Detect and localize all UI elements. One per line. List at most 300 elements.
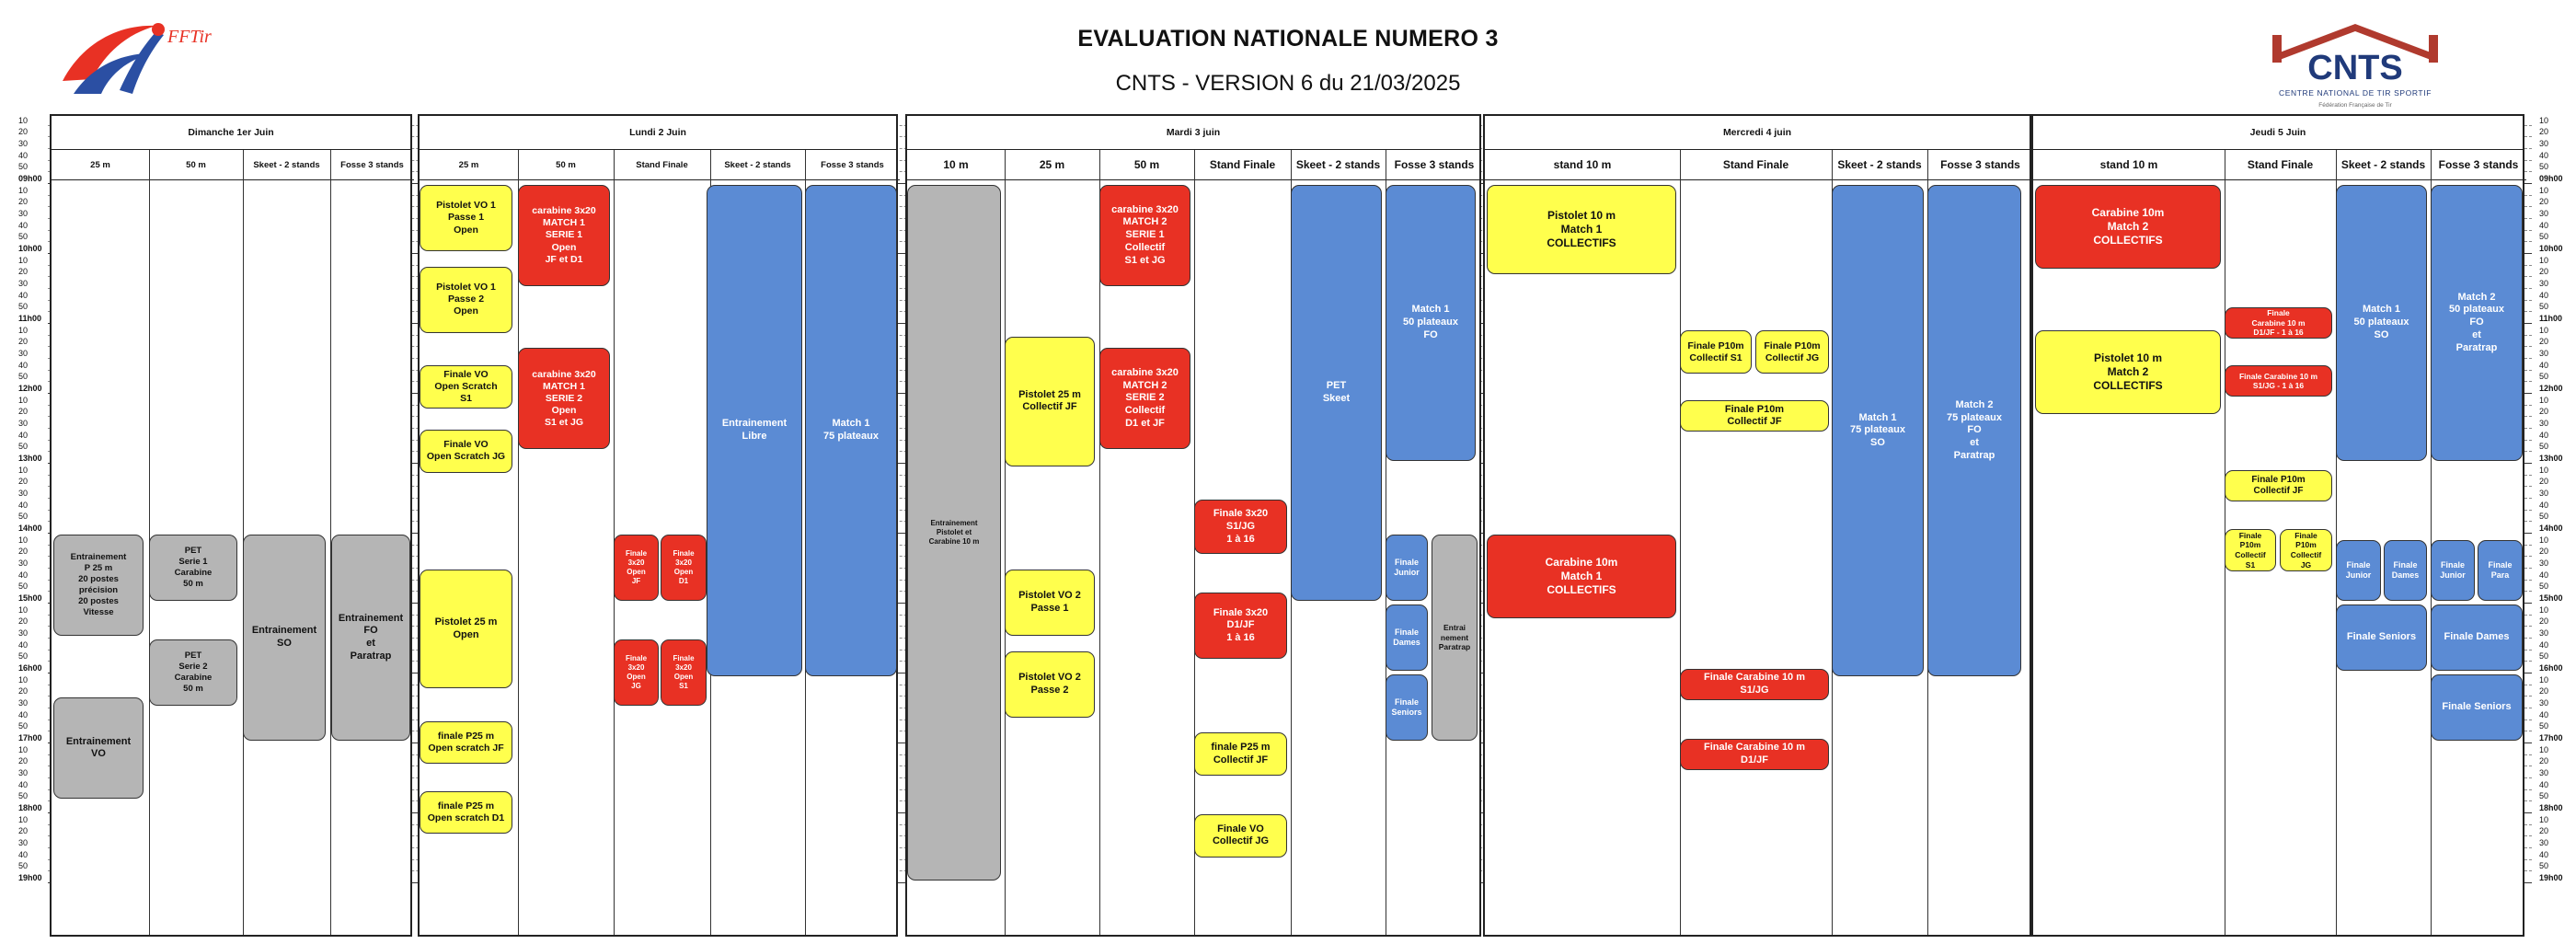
event-line: Collectif JF: [2253, 486, 2304, 497]
column-header: stand 10 m: [2033, 150, 2225, 180]
event-finale-p10m: [2225, 470, 2332, 501]
event-finale: [2280, 529, 2332, 572]
event-line: Carabine: [174, 568, 213, 578]
event-line: Pistolet 10 m: [2093, 351, 2163, 365]
event-carabine-3x20: [1099, 185, 1190, 286]
svg-text:FFTir: FFTir: [167, 27, 212, 47]
event-line: Entrainement: [251, 625, 317, 637]
day-title: Jeudi 5 Juin: [2033, 116, 2523, 150]
event-entrainement: [243, 535, 326, 741]
event-carabine-10m: [1487, 535, 1676, 618]
minute-label: 20: [18, 547, 29, 557]
event-line: Pistolet VO 2: [1018, 590, 1081, 602]
minute-label: 10: [2539, 115, 2549, 125]
event-carabine-10m: [2035, 185, 2221, 269]
event-line: Open: [673, 673, 694, 681]
hour-label: 10h00: [18, 244, 42, 253]
minute-label: 30: [18, 209, 29, 218]
minute-label: 20: [18, 127, 29, 137]
event-line: JG: [631, 682, 641, 690]
event-line: Finale: [1394, 627, 1419, 637]
minute-label: 20: [18, 616, 29, 627]
event-line: Entrainement: [930, 519, 978, 527]
event-line: Passe 2: [1030, 684, 1069, 696]
minute-label: 40: [2539, 779, 2549, 789]
event-line: Open: [627, 568, 646, 576]
event-line: Collectif JG: [1765, 351, 1820, 363]
event-line: Finale Carabine 10 m: [2238, 371, 2318, 381]
event-line: Open scratch D1: [427, 812, 505, 823]
day-title: Lundi 2 Juin: [420, 116, 896, 150]
event-finale: [1386, 604, 1428, 671]
day-title: Mercredi 4 juin: [1485, 116, 2030, 150]
event-line: 50 plateaux: [2353, 317, 2409, 328]
event-line: Pistolet VO 1: [436, 200, 496, 212]
event-line: Collectif: [2235, 549, 2266, 559]
hour-label: 13h00: [2539, 454, 2563, 463]
hour-label: 15h00: [18, 593, 42, 603]
event-line: Finale P10m: [1764, 340, 1821, 351]
column-header: Fosse 3 stands: [330, 150, 414, 180]
event-finale: [1386, 535, 1428, 601]
minute-label: 20: [2539, 197, 2549, 207]
minute-label: 50: [18, 512, 29, 522]
event-line: Paratrap: [350, 650, 392, 662]
event-line: Open scratch JF: [428, 742, 504, 754]
event-line: Passe 1: [447, 212, 485, 224]
event-line: Collectif: [2290, 549, 2322, 559]
minute-label: 30: [2539, 838, 2549, 847]
event-line: carabine 3x20: [1111, 203, 1179, 215]
event-line: Junior: [1394, 568, 1420, 577]
column-header: 10 m: [907, 150, 1005, 180]
event-line: Entrainement: [721, 418, 788, 430]
event-entrainement: [53, 697, 144, 799]
fftir-logo-icon: [55, 6, 212, 101]
minute-label: 30: [18, 698, 29, 708]
minute-label: 30: [2539, 139, 2549, 148]
event-line: Open: [551, 404, 577, 416]
event-line: VO: [91, 748, 106, 760]
minute-label: 30: [18, 628, 29, 638]
event-finale-vo: [420, 365, 512, 409]
event-line: Serie 2: [178, 662, 208, 673]
event-carabine-3x20: [518, 185, 610, 286]
event-line: Seniors: [1391, 708, 1422, 717]
event-line: 50 plateaux: [1403, 317, 1458, 328]
column-header: Skeet - 2 stands: [710, 150, 805, 180]
event-pistolet-vo-1: [420, 267, 512, 333]
event-line: JG: [2300, 559, 2312, 570]
event-pet: [149, 639, 237, 706]
column-header: Skeet - 2 stands: [1832, 150, 1927, 180]
minute-label: 30: [18, 489, 29, 498]
minute-label: 20: [18, 826, 29, 836]
minute-label: 50: [18, 791, 29, 801]
event-line: Paratrap: [1438, 642, 1471, 652]
event-line: Open: [627, 673, 646, 681]
hour-label: 18h00: [2539, 803, 2563, 812]
event-line: Pistolet 25 m: [1018, 388, 1081, 400]
minute-label: 50: [2539, 302, 2549, 312]
minute-label: 50: [18, 651, 29, 662]
column-divider: [1005, 150, 1006, 935]
minute-label: 20: [2539, 337, 2549, 347]
minute-label: 20: [2539, 127, 2549, 137]
hour-label: 09h00: [18, 174, 42, 183]
event-line: Carabine 10 m: [928, 537, 980, 546]
event-line: SO: [2374, 328, 2389, 340]
event-finale-carabine-10-m: [1680, 739, 1829, 770]
event-line: SO: [277, 638, 292, 649]
minute-label: 40: [18, 290, 29, 300]
event-line: Entrainement: [65, 735, 132, 747]
event-finale-vo: [1194, 814, 1287, 858]
event-finale-carabine-10-m: [1680, 669, 1829, 700]
minute-label: 30: [2539, 489, 2549, 498]
column-header: Stand Finale: [1194, 150, 1291, 180]
event-line: FO: [2469, 317, 2484, 328]
event-line: finale P25 m: [437, 730, 495, 742]
hour-label: 18h00: [18, 803, 42, 812]
event-line: Finale VO: [1217, 823, 1264, 835]
event-line: 20 postes: [78, 595, 119, 606]
event-line: Match 1: [1858, 411, 1897, 423]
event-line: carabine 3x20: [532, 368, 596, 380]
minute-label: 40: [18, 220, 29, 230]
event-line: Finale: [2294, 530, 2317, 540]
event-line: Libre: [742, 431, 767, 443]
minute-label: 10: [2539, 604, 2549, 615]
event-finale-p25-m: [1194, 732, 1287, 776]
minute-label: 40: [18, 849, 29, 859]
event-line: carabine 3x20: [1111, 366, 1179, 378]
minute-label: 20: [18, 197, 29, 207]
column-header: Fosse 3 stands: [805, 150, 900, 180]
event-line: S1: [460, 393, 472, 405]
day-title: Mardi 3 juin: [907, 116, 1479, 150]
event-line: Finale Carabine 10 m: [1703, 741, 1806, 753]
minute-label: 50: [2539, 512, 2549, 522]
event-finale-3x20: [1194, 500, 1287, 554]
event-line: Finale P10m: [1687, 340, 1744, 351]
minute-label: 10: [2539, 185, 2549, 195]
cnts-logo-icon: [2263, 18, 2447, 112]
event-line: P10m: [2239, 540, 2261, 550]
column-header: Skeet - 2 stands: [243, 150, 330, 180]
hour-label: 14h00: [18, 524, 42, 533]
event-line: JF: [631, 577, 641, 585]
event-carabine-3x20: [518, 348, 610, 449]
event-line: Finale: [625, 654, 648, 662]
event-line: S1/JG: [1225, 520, 1256, 532]
event-line: Match 1: [1411, 304, 1450, 316]
event-entrainement: [53, 535, 144, 636]
event-line: Carabine 10 m: [2251, 317, 2306, 328]
event-finale-p10m: [1755, 330, 1829, 374]
hour-label: 19h00: [18, 873, 42, 882]
event-line: Finale: [2238, 530, 2262, 540]
minute-label: 50: [2539, 651, 2549, 662]
event-line: 1 à 16: [1226, 632, 1255, 644]
event-line: Passe 2: [447, 294, 485, 305]
event-line: 20 postes: [78, 574, 119, 585]
event-line: 50 m: [183, 578, 203, 589]
minute-label: 40: [2539, 849, 2549, 859]
event-line: 75 plateaux: [1947, 411, 2002, 423]
event-line: Serie 1: [178, 557, 208, 568]
event-match-1: [1386, 185, 1476, 461]
column-header: Fosse 3 stands: [2431, 150, 2526, 180]
event-line: Finale: [625, 549, 648, 558]
event-line: MATCH 1: [543, 217, 585, 229]
minute-label: 40: [2539, 220, 2549, 230]
event-line: 50 plateaux: [2449, 304, 2504, 316]
minute-label: 40: [2539, 709, 2549, 720]
event-line: Match 1: [1560, 570, 1603, 582]
column-header: Skeet - 2 stands: [2336, 150, 2431, 180]
event-line: Collectif S1: [1689, 351, 1742, 363]
event-line: carabine 3x20: [532, 205, 596, 217]
event-pistolet-10-m: [2035, 330, 2221, 414]
event-line: SERIE 1: [1125, 229, 1165, 241]
minute-label: 10: [18, 814, 29, 824]
minute-label: 50: [18, 861, 29, 871]
hour-label: 13h00: [18, 454, 42, 463]
event-line: S1/JG: [1740, 684, 1769, 696]
minute-label: 40: [18, 570, 29, 580]
event-finale: [661, 535, 707, 601]
minute-label: 50: [18, 232, 29, 242]
event-line: nement: [1440, 632, 1469, 642]
event-line: Finale Seniors: [2442, 701, 2512, 713]
minute-label: 40: [18, 150, 29, 160]
minute-label: 10: [2539, 325, 2549, 335]
event-line: Finale: [2346, 559, 2371, 570]
event-line: JF et D1: [545, 253, 583, 265]
minute-label: 20: [2539, 477, 2549, 487]
minute-label: 20: [2539, 826, 2549, 836]
event-line: Finale: [1394, 696, 1419, 707]
event-finale: [2431, 540, 2475, 601]
day-block: [50, 114, 412, 937]
minute-label: 30: [18, 768, 29, 777]
event-line: MATCH 2: [1122, 216, 1167, 228]
minute-label: 10: [2539, 255, 2549, 265]
column-divider: [1680, 150, 1681, 935]
event-line: Carabine 10m: [2091, 206, 2165, 219]
minute-label: 30: [2539, 419, 2549, 428]
minute-label: 30: [18, 558, 29, 568]
event-finale: [2478, 540, 2523, 601]
event-line: Finale: [673, 654, 695, 662]
event-line: D1: [678, 577, 689, 585]
event-line: Finale VO: [443, 368, 489, 380]
event-line: Entrainement: [338, 612, 404, 624]
minute-label: 30: [18, 419, 29, 428]
minute-label: 40: [2539, 430, 2549, 440]
event-entrai: [1432, 535, 1478, 741]
minute-label: 50: [2539, 861, 2549, 871]
event-line: P10m: [2295, 540, 2317, 550]
minute-label: 40: [18, 639, 29, 650]
event-line: P 25 m: [84, 563, 113, 574]
event-finale-carabine-10-m: [2225, 365, 2332, 397]
event-line: Finale: [2440, 559, 2465, 570]
minute-label: 30: [2539, 768, 2549, 777]
event-line: PET: [1326, 380, 1347, 392]
minute-label: 10: [18, 465, 29, 475]
minute-label: 10: [2539, 535, 2549, 545]
event-line: Entrai: [1443, 623, 1466, 633]
event-line: Carabine: [174, 673, 213, 683]
minute-label: 50: [18, 372, 29, 382]
event-line: Pistolet 10 m: [1547, 209, 1616, 223]
event-line: Pistolet 25 m: [434, 616, 498, 627]
event-entrainement: [907, 185, 1001, 881]
event-line: PET: [184, 650, 202, 662]
event-line: 3x20: [675, 558, 692, 567]
event-line: Finale: [673, 549, 695, 558]
minute-label: 10: [2539, 395, 2549, 405]
hour-label: 10h00: [2539, 244, 2563, 253]
event-line: finale P25 m: [437, 800, 495, 812]
minute-label: 40: [18, 430, 29, 440]
minute-label: 40: [2539, 639, 2549, 650]
event-finale: [614, 535, 659, 601]
minute-label: 20: [2539, 616, 2549, 627]
event-line: MATCH 1: [543, 380, 585, 392]
event-line: Finale: [2267, 308, 2290, 318]
event-finale-dames: [2431, 604, 2523, 671]
minute-label: 10: [18, 255, 29, 265]
minute-label: 30: [2539, 558, 2549, 568]
event-entrainement: [331, 535, 410, 741]
event-line: Dames: [2391, 570, 2420, 581]
event-finale-p10m: [1680, 330, 1752, 374]
event-line: Open: [454, 305, 478, 317]
event-line: Paratrap: [2455, 341, 2498, 353]
event-pet: [149, 535, 237, 601]
hour-label: 12h00: [2539, 384, 2563, 393]
event-line: Dames: [1393, 638, 1420, 647]
event-line: FO: [1967, 424, 1982, 436]
event-finale: [614, 639, 659, 706]
event-finale-p10m: [1680, 400, 1829, 432]
event-line: Pistolet et: [936, 528, 972, 536]
minute-label: 20: [2539, 686, 2549, 696]
event-line: Open: [551, 241, 577, 253]
event-pistolet-25-m: [1005, 337, 1095, 467]
minute-label: 10: [18, 395, 29, 405]
event-line: Entrainement: [70, 552, 127, 563]
minute-label: 10: [18, 325, 29, 335]
event-line: 75 plateaux: [823, 431, 879, 443]
event-pistolet-10-m: [1487, 185, 1676, 274]
event-pet: [1291, 185, 1382, 601]
svg-text:CNTS: CNTS: [2307, 49, 2403, 87]
minute-label: 20: [18, 337, 29, 347]
minute-label: 40: [2539, 150, 2549, 160]
event-match-2: [2431, 185, 2523, 461]
event-line: Passe 1: [1030, 603, 1069, 614]
event-line: et: [366, 638, 375, 649]
event-line: S1/JG - 1 à 16: [2252, 381, 2305, 391]
minute-label: 20: [2539, 267, 2549, 277]
minute-label: 50: [2539, 442, 2549, 452]
event-line: Match 2: [2107, 365, 2149, 379]
minute-label: 30: [2539, 209, 2549, 218]
event-line: FO: [363, 625, 378, 637]
column-header: 25 m: [52, 150, 149, 180]
event-finale-p25-m: [420, 721, 512, 765]
event-line: Match 1: [2363, 304, 2400, 316]
event-line: Match 1: [1560, 223, 1603, 236]
minute-label: 40: [2539, 290, 2549, 300]
event-finale-seniors: [2431, 674, 2523, 741]
hour-label: 11h00: [2539, 314, 2563, 323]
event-line: D1 et JF: [1125, 417, 1165, 429]
event-line: SO: [1870, 437, 1885, 449]
minute-label: 20: [18, 686, 29, 696]
minute-label: 50: [18, 162, 29, 172]
event-line: SERIE 2: [1125, 392, 1165, 404]
event-line: Finale VO: [443, 439, 489, 451]
event-line: Open: [453, 628, 479, 640]
event-line: SERIE 1: [545, 229, 583, 241]
svg-text:Fédération Française de Tir: Fédération Française de Tir: [2318, 102, 2392, 109]
column-header: 25 m: [1005, 150, 1099, 180]
event-line: Open: [673, 568, 694, 576]
column-header: Fosse 3 stands: [1386, 150, 1483, 180]
event-pistolet-vo-2: [1005, 651, 1095, 718]
event-line: S1 et JG: [544, 417, 584, 429]
day-title: Dimanche 1er Juin: [52, 116, 410, 150]
minute-label: 20: [18, 267, 29, 277]
minute-label: 30: [18, 139, 29, 148]
column-header: stand 10 m: [1485, 150, 1680, 180]
event-line: Finale Seniors: [2346, 631, 2417, 643]
minute-label: 40: [18, 500, 29, 510]
minute-label: 50: [2539, 721, 2549, 731]
minute-label: 30: [2539, 349, 2549, 358]
minute-label: 10: [2539, 814, 2549, 824]
event-line: Open: [454, 224, 478, 236]
minute-label: 30: [2539, 698, 2549, 708]
event-line: Finale P10m: [1724, 403, 1785, 415]
event-line: Finale: [1394, 557, 1419, 567]
hour-label: 17h00: [2539, 733, 2563, 743]
minute-label: 50: [2539, 791, 2549, 801]
event-line: MATCH 2: [1122, 379, 1167, 391]
minute-label: 20: [2539, 547, 2549, 557]
column-header: 25 m: [420, 150, 518, 180]
event-finale-3x20: [1194, 593, 1287, 659]
event-match-2: [1927, 185, 2021, 676]
event-finale: [661, 639, 707, 706]
event-line: COLLECTIFS: [2093, 234, 2163, 247]
event-line: 3x20: [675, 663, 692, 672]
minute-label: 50: [18, 721, 29, 731]
event-line: Collectif: [1124, 241, 1166, 253]
event-line: Collectif: [1124, 405, 1166, 417]
event-match-1: [1832, 185, 1924, 676]
minute-label: 40: [2539, 570, 2549, 580]
event-match-1: [805, 185, 897, 676]
event-line: D1/JF: [1741, 754, 1768, 766]
minute-label: 40: [2539, 500, 2549, 510]
minute-label: 10: [2539, 465, 2549, 475]
